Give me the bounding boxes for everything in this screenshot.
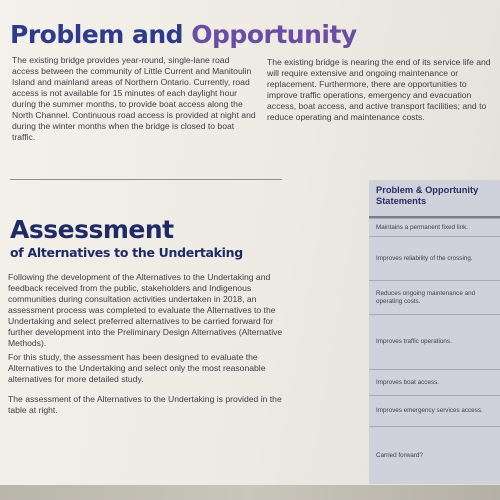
statement-row [369,369,500,395]
statement-label: Improves emergency services access. [376,407,483,415]
statement-row [369,314,500,369]
carried-forward-label: Carried forward? [376,451,423,459]
statement-label: Improves traffic operations. [376,338,452,346]
floor-strip [0,485,500,500]
statement-label: Reduces ongoing maintenance and operating costs. [376,290,476,305]
problem-title: Problem and Opportunity [10,20,357,49]
statement-row [369,236,500,280]
statement-label: Maintains a permanent fixed link. [376,223,469,231]
statement-row [369,280,500,314]
statement-row [369,395,500,426]
problem-paragraph-right: The existing bridge is nearing the end of its service life and will require extensive and ongoing maintenance or replacement. Furthermore, there are opportunities to improve traffic operations, emergency and evacuation access, boat access, and active transport facilities; and to reduce operating and maintenance costs. [267,57,491,122]
assessment-paragraph-3: The assessment of the Alternatives to the Undertaking is provided in the table at right. [8,394,282,415]
assessment-subtitle: of Alternatives to the Undertaking [10,245,243,260]
statement-row [369,218,500,236]
statements-header: Problem & Opportunity Statements [376,185,479,206]
assessment-paragraph-2: For this study, the assessment has been designed to evaluate the Alternatives to the Undertaking and select only the most reasonable alternatives for more detailed study. [8,352,266,384]
assessment-title: Assessment [10,215,174,244]
statement-label: Improves reliability of the crossing. [376,254,473,262]
problem-title-accent: Opportunity [191,20,357,49]
statement-label: Improves boat access. [376,378,439,386]
problem-paragraph-left: The existing bridge provides year-round, single-lane road access between the community of Little Current and Manitoulin Island and mainland areas of Northern Ontario. Currently, road access is not available for 15 minutes of each daylight hour during the summer months, to provide boat access along the North Channel. Continuous road access is provided at night and during the winter months when the bridge is closed to boat traffic. [12,55,256,142]
assessment-paragraph-1: Following the development of the Alternatives to the Undertaking and feedback received from the public, stakeholders and Indigenous communities during consultation activities undertaken in 2018, an assessment process was completed to evaluate the Alternatives to the Undertaking and select preferred alternatives to be carried forward for further development into the Preliminary Design Alternatives (Alternative Methods). [8,272,283,348]
section-divider [10,179,282,180]
carried-forward-row [369,426,500,484]
